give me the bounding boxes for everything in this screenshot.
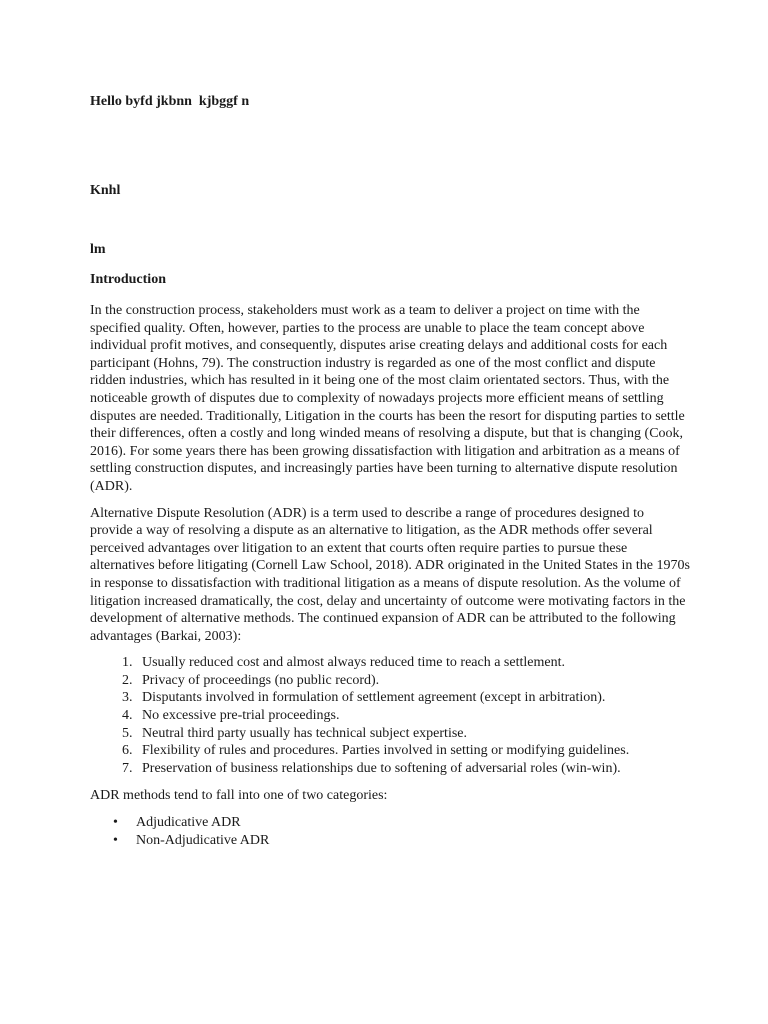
category-label: Non-Adjudicative ADR bbox=[136, 832, 270, 848]
categories-intro: ADR methods tend to fall into one of two categories: bbox=[90, 788, 388, 804]
heading-line-2: Knhl bbox=[90, 183, 121, 198]
intro-paragraph-2: Alternative Dispute Resolution (ADR) is a term used to describe a range of procedures designed to provide a way of resolving a dispute as an alternative to litigation, as the ADR methods offer several perceived advantages over litigation to an extent that courts often require parties to pursue these alternatives before litigating (Cornell Law School, 2018). ADR originated in the United States in the 1970s in response to dissatisfaction with traditional litigation as a means of dispute resolution. As the volume of litigation increased dramatically, the cost, delay and uncertainty of outcome were motivating factors in the development of alternative methods. The continued expansion of ADR can be attributed to the following advantages (Barkai, 2003): bbox=[90, 505, 690, 644]
advantage-item: 7. Preservation of business relationships due to softening of adversarial roles (win-win). bbox=[136, 760, 690, 778]
category-label: Adjudicative ADR bbox=[136, 815, 241, 831]
advantage-item: 2. Privacy of proceedings (no public record). bbox=[136, 672, 690, 690]
advantages-list bbox=[90, 654, 690, 777]
advantage-item: 5. Neutral third party usually has technical subject expertise. bbox=[136, 725, 690, 743]
bullet-icon: • bbox=[113, 815, 118, 831]
section-title-introduction: Introduction bbox=[90, 272, 166, 287]
heading-line-3: lm bbox=[90, 242, 106, 257]
heading-line-1: Hello byfd jkbnn kjbggf n bbox=[90, 94, 250, 109]
advantage-item: 1. Usually reduced cost and almost always reduced time to reach a settlement. bbox=[136, 654, 690, 672]
advantage-item: 3. Disputants involved in formulation of settlement agreement (except in arbitration). bbox=[136, 689, 690, 707]
categories-list bbox=[90, 814, 690, 849]
document-body bbox=[90, 302, 690, 859]
bullet-icon: • bbox=[113, 832, 118, 848]
category-item bbox=[113, 832, 690, 850]
intro-paragraph-1: In the construction process, stakeholders must work as a team to deliver a project on time with the specified quality. Often, however, parties to the process are unable to place the team concept above individual profit motives, and consequently, disputes arise creating delays and additional costs for each participant (Hohns, 79). The construction industry is regarded as one of the most conflict and dispute ridden industries, which has resulted in it being one of the most claim orientated sectors. Thus, with the noticeable growth of disputes due to complexity of nowadays projects more efficient means of settling disputes are needed. Traditionally, Litigation in the courts has been the resort for disputing parties to settle their differences, often a costly and long winded means of resolving a dispute, but that is changing (Cook, 2016). For some years there has been growing dissatisfaction with litigation and arbitration as a means of settling construction disputes, and increasingly parties have been turning to alternative dispute resolution (ADR). bbox=[90, 303, 685, 494]
advantage-item: 6. Flexibility of rules and procedures. Parties involved in setting or modifying guidelines. bbox=[136, 742, 690, 760]
category-item bbox=[113, 814, 690, 832]
advantage-item: 4. No excessive pre-trial proceedings. bbox=[136, 707, 690, 725]
